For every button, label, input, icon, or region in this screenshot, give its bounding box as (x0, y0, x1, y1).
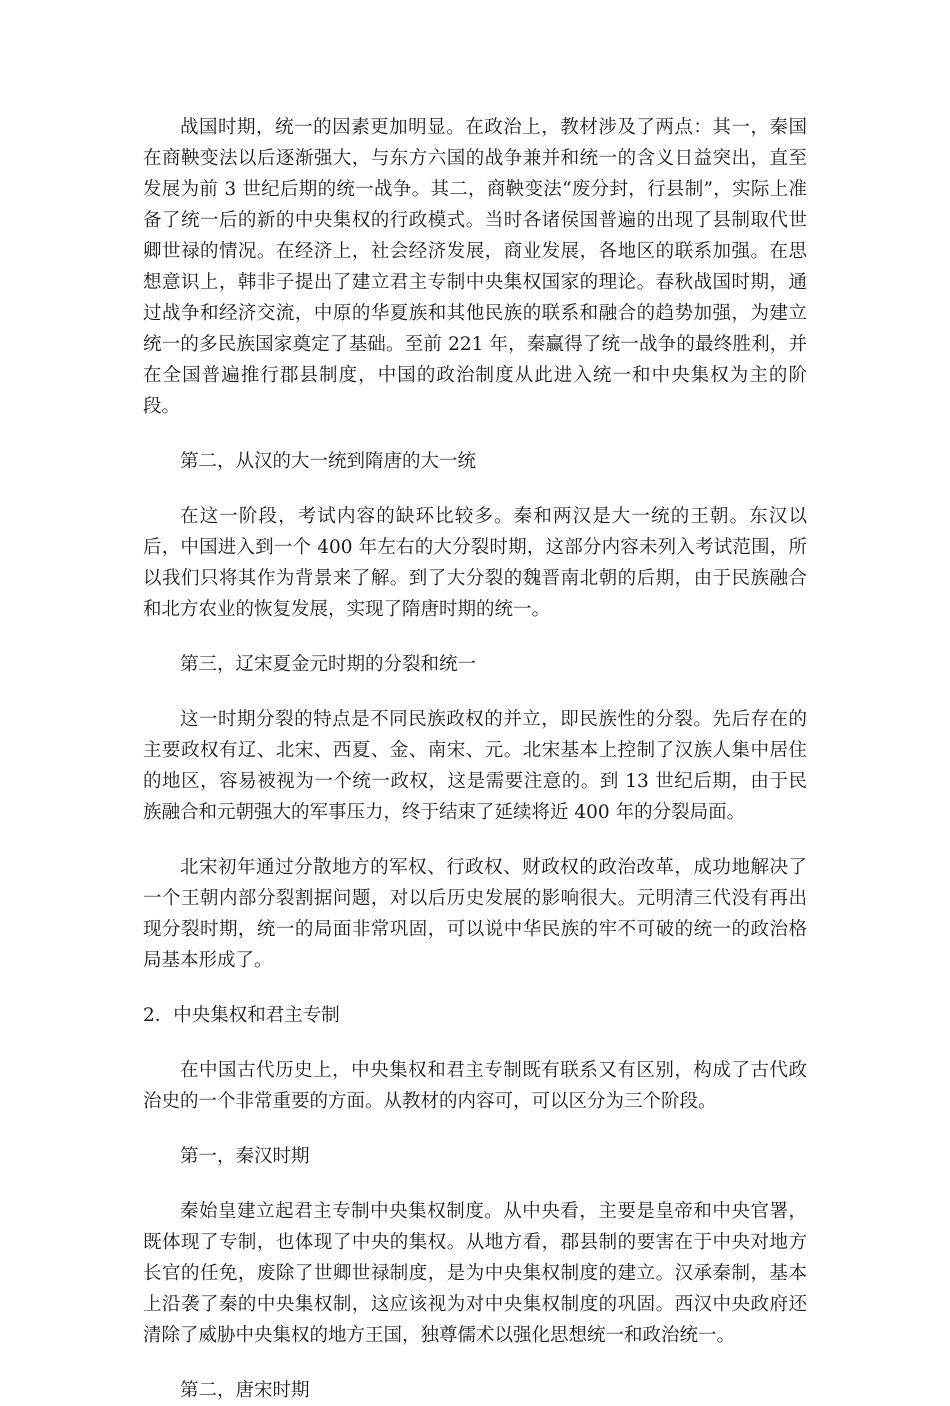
paragraph-qin-han: 秦始皇建立起君主专制中央集权制度。从中央看，主要是皇帝和中央官署，既体现了专制，也体现了中央的集权。从地方看，郡县制的要害在于中央对地方长官的任免，废除了世卿世禄制度，是为中央集权制度的建立。汉承秦制，基本上沿袭了秦的中央集权制，这应该视为对中央集权制度的巩固。西汉中央政府还清除了威胁中央集权的地方王国，独尊儒术以强化思想统一和政治统一。 (143, 1201, 807, 1346)
subheading-tang-song: 第二，唐宋时期 (180, 1380, 310, 1401)
subheading-liao-song-xia-jin-yuan: 第三，辽宋夏金元时期的分裂和统一 (180, 654, 477, 675)
paragraph-centralization-intro: 在中国古代历史上，中央集权和君主专制既有联系又有区别，构成了古代政治史的一个非常重要的方面。从教材的内容可，可以区分为三个阶段。 (143, 1060, 807, 1112)
section-heading-centralization: 2．中央集权和君主专制 (143, 1005, 340, 1026)
subheading-qin-han: 第一，秦汉时期 (180, 1146, 310, 1167)
paragraph-warring-states: 战国时期，统一的因素更加明显。在政治上，教材涉及了两点：其一，秦国在商鞅变法以后逐渐强大，与东方六国的战争兼并和统一的含义日益突出，直至发展为前 3 世纪后期的统一战争。其二，商鞅变法“废分封，行县制”，实际上准备了统一后的新的中央集权的行政模式。当时各诸侯国普遍的出现了县制取代世卿世禄的情况。在经济上，社会经济发展，商业发展，各地区的联系加强。在思想意识上，韩非子提出了建立君主专制中央集权国家的理论。春秋战国时期，通过战争和经济交流，中原的华夏族和其他民族的联系和融合的趋势加强，为建立统一的多民族国家奠定了基础。至前 221 年，秦赢得了统一战争的最终胜利，并在全国普遍推行郡县制度，中国的政治制度从此进入统一和中央集权为主的阶段。 (143, 117, 807, 417)
paragraph-northern-song-reform: 北宋初年通过分散地方的军权、行政权、财政权的政治改革，成功地解决了一个王朝内部分裂割据问题，对以后历史发展的影响很大。元明清三代没有再出现分裂时期，统一的局面非常巩固，可以说中华民族的牢不可破的统一的政治格局基本形成了。 (143, 857, 807, 971)
document-body (143, 112, 807, 1406)
paragraph-han-to-sui-tang: 在这一阶段，考试内容的缺环比较多。秦和两汉是大一统的王朝。东汉以后，中国进入到一个 400 年左右的大分裂时期，这部分内容未列入考试范围，所以我们只将其作为背景来了解。到了大分裂的魏晋南北朝的后期，由于民族融合和北方农业的恢复发展，实现了隋唐时期的统一。 (143, 506, 807, 620)
subheading-han-to-sui-tang: 第二，从汉的大一统到隋唐的大一统 (180, 451, 477, 472)
paragraph-ethnic-division: 这一时期分裂的特点是不同民族政权的并立，即民族性的分裂。先后存在的主要政权有辽、北宋、西夏、金、南宋、元。北宋基本上控制了汉族人集中居住的地区，容易被视为一个统一政权，这是需要注意的。到 13 世纪后期，由于民族融合和元朝强大的军事压力，终于结束了延续将近 400 年的分裂局面。 (143, 709, 807, 823)
